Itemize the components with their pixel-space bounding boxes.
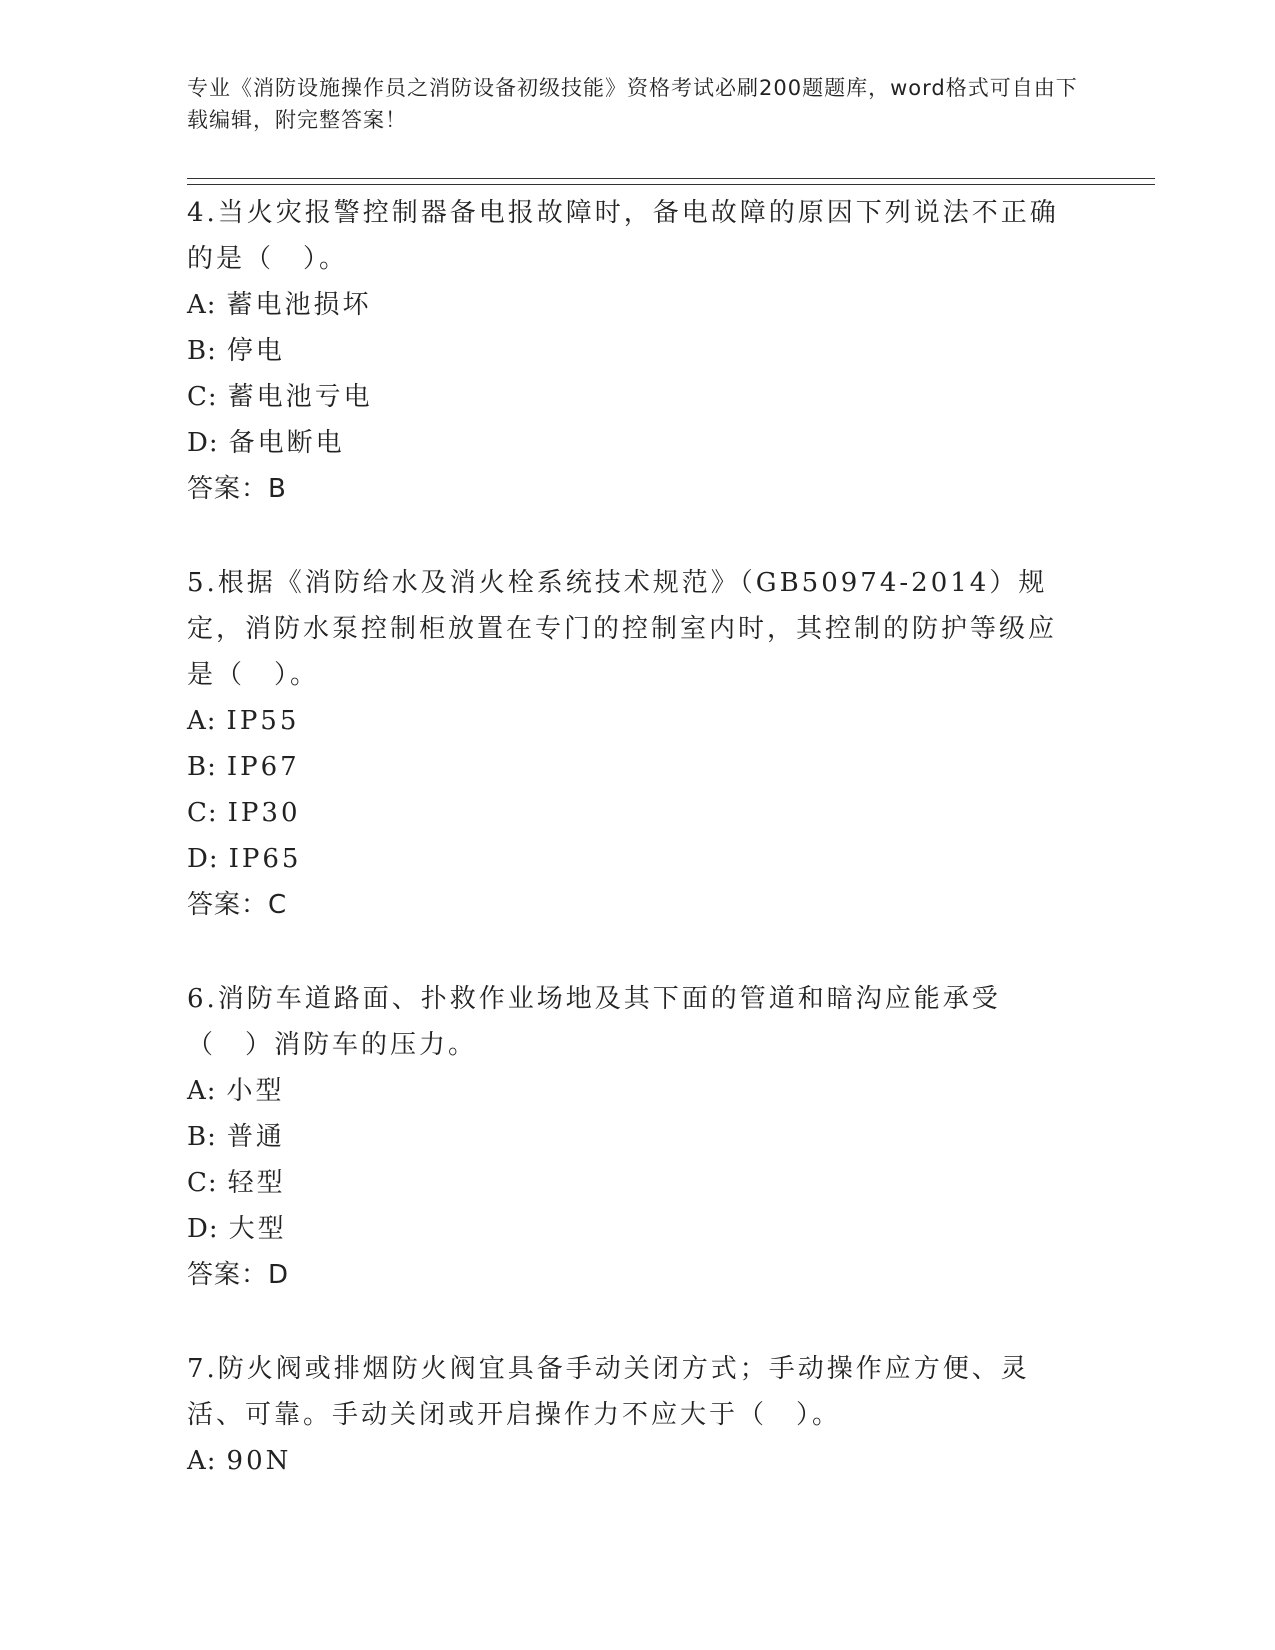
option-value: IP30: [227, 798, 301, 828]
option-value: 备电断电: [228, 428, 345, 458]
question-6: [187, 976, 1067, 1298]
option-label: D:: [187, 428, 219, 458]
question-list: [187, 190, 1067, 1484]
option-label: C:: [187, 798, 218, 828]
option-c: [187, 1160, 1067, 1206]
option-label: C:: [187, 382, 218, 412]
option-b: [187, 328, 1067, 374]
option-a: [187, 1068, 1067, 1114]
spacer: [187, 512, 1067, 560]
answer-text: 答案：B: [187, 474, 287, 504]
option-label: D:: [187, 844, 219, 874]
option-d: [187, 836, 1067, 882]
question-text: 6.消防车道路面、扑救作业场地及其下面的管道和暗沟应能承受（ ）消防车的压力。: [187, 984, 1001, 1060]
option-label: A:: [187, 1076, 217, 1106]
option-value: 轻型: [227, 1168, 286, 1198]
option-value: IP67: [226, 752, 300, 782]
option-value: 大型: [228, 1214, 287, 1244]
question-7: [187, 1346, 1067, 1484]
option-b: [187, 744, 1067, 790]
option-c: [187, 374, 1067, 420]
option-value: 普通: [226, 1122, 285, 1152]
option-value: 小型: [226, 1076, 285, 1106]
option-value: 90N: [226, 1446, 292, 1476]
option-value: 蓄电池亏电: [227, 382, 373, 412]
question-text: 4.当火灾报警控制器备电报故障时，备电故障的原因下列说法不正确的是（ ）。: [187, 198, 1059, 274]
option-value: IP65: [228, 844, 302, 874]
answer-text: 答案：D: [187, 1260, 290, 1290]
option-label: D:: [187, 1214, 219, 1244]
option-a: [187, 282, 1067, 328]
option-value: IP55: [226, 706, 300, 736]
option-b: [187, 1114, 1067, 1160]
option-label: B:: [187, 1122, 217, 1152]
option-d: [187, 1206, 1067, 1252]
option-label: A:: [187, 1446, 217, 1476]
option-label: A:: [187, 706, 217, 736]
option-value: 蓄电池损坏: [226, 290, 372, 320]
question-text: 7.防火阀或排烟防火阀宜具备手动关闭方式；手动操作应方便、灵活、可靠。手动关闭或开启操作力不应大于（ ）。: [187, 1354, 1030, 1430]
option-value: 停电: [226, 336, 285, 366]
option-label: B:: [187, 752, 217, 782]
question-5: [187, 560, 1067, 928]
document-header: 专业《消防设施操作员之消防设备初级技能》资格考试必刷200题题库，word格式可自由下载编辑，附完整答案！: [187, 76, 1078, 132]
option-d: [187, 420, 1067, 466]
question-4: [187, 190, 1067, 512]
option-label: C:: [187, 1168, 218, 1198]
option-a: [187, 1438, 1067, 1484]
header-divider-bottom: [187, 184, 1155, 185]
question-text: 5.根据《消防给水及消火栓系统技术规范》（GB50974-2014）规定，消防水泵控制柜放置在专门的控制室内时，其控制的防护等级应是（ ）。: [187, 568, 1058, 690]
option-label: B:: [187, 336, 217, 366]
spacer: [187, 928, 1067, 976]
answer-text: 答案：C: [187, 890, 288, 920]
spacer: [187, 1298, 1067, 1346]
header-divider-top: [187, 178, 1155, 179]
option-a: [187, 698, 1067, 744]
option-label: A:: [187, 290, 217, 320]
option-c: [187, 790, 1067, 836]
